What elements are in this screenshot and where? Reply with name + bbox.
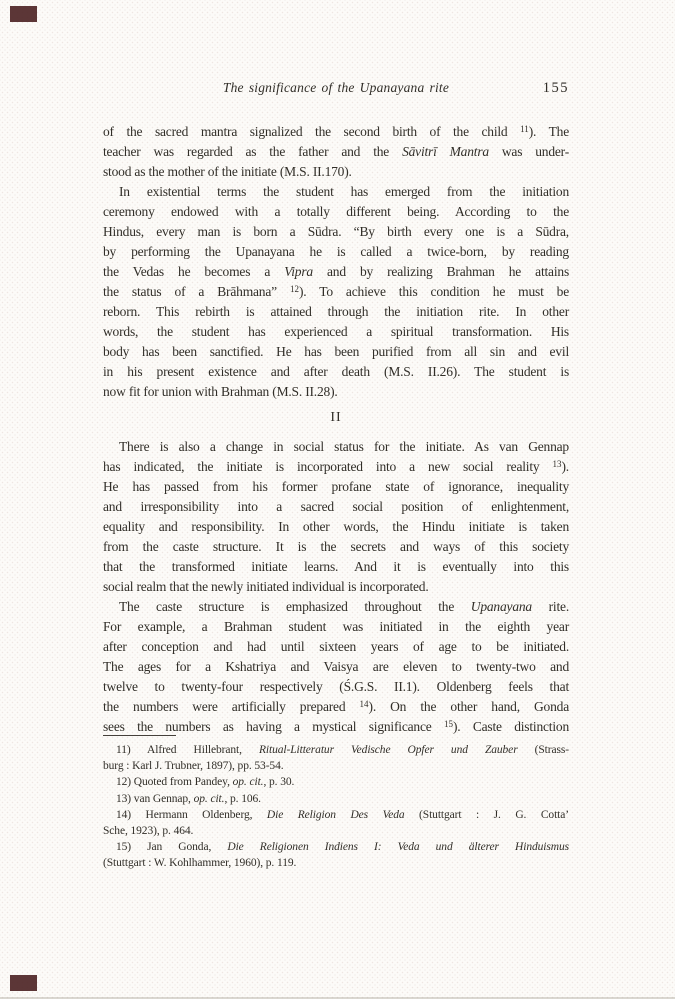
text-line [103,242,569,262]
text-line [103,774,569,790]
text-segment: after conception and had until sixteen years of age to be initiated. [103,639,569,654]
text-line [103,855,569,871]
text-segment: twelve to twenty-four respectively (Ś.G.S. II.1). Oldenberg feels that [103,679,569,694]
text-segment: 12) Quoted from Pandey, [116,776,233,789]
text-segment: 13) van Gennap, [116,792,194,805]
text-segment: ). On the other hand, Gonda [368,699,570,714]
text-line [103,122,569,142]
text-segment: rite. [531,599,569,614]
footnote-ref: 14 [359,698,369,709]
text-segment: (Stuttgart : J. G. Cotta’ [404,808,569,821]
text-line [103,557,569,577]
footnote-ref: 12 [289,283,299,294]
text-line [103,807,569,823]
scan-corner-mark-bottom [10,975,37,991]
text-line [103,839,569,855]
text-segment: the numbers were artificially prepared [103,699,360,714]
text-line [103,362,569,382]
text-segment: the Vedas he becomes a [103,264,285,279]
footnote [103,839,569,871]
text-segment: words, the student has experienced a spiritual transformation. His [103,324,569,339]
text-segment: For example, a Brahman student was initiated in the eighth year [103,619,569,634]
text-segment: equality and responsibility. In other words, the Hindu initiate is taken [103,519,569,534]
text-line [103,791,569,807]
text-segment: ceremony endowed with a totally different being. According to the [103,204,569,219]
text-line [103,302,569,322]
text-segment: burg : Karl J. Trubner, 1897), pp. 53-54. [103,760,284,773]
text-line [103,758,569,774]
section-heading: II [330,410,342,425]
text-line [103,597,569,617]
text-line [103,182,569,202]
text-line [103,577,569,597]
text-line [103,537,569,557]
text-segment: Sche, 1923), p. 464. [103,824,194,837]
text-segment: and by realizing Brahman he attains [312,264,570,279]
footnote-ref: 11 [520,123,529,134]
text-line [103,282,569,302]
footnote [103,742,569,774]
text-segment: 15) Jan Gonda, [116,841,228,854]
text-segment: stood as the mother of the initiate (M.S. II.170). [103,164,352,179]
italic-text: Sāvitrī Mantra [402,144,489,159]
text-segment: He has passed from his former profane state of ignorance, inequality [103,479,569,494]
text-segment: 14) Hermann Oldenberg, [116,808,267,821]
text-segment: , p. 30. [263,776,295,789]
text-line [103,697,569,717]
text-line [103,617,569,637]
text-line [103,342,569,362]
text-segment: The ages for a Kshatriya and Vaisya are eleven to twenty-two and [103,659,569,674]
text-segment: There is also a change in social status for the initiate. As van Gennap [119,439,569,454]
text-segment: reborn. This rebirth is attained through the initiation rite. In other [103,304,569,319]
text-segment: The caste structure is emphasized throughout the [119,599,471,614]
text-line [103,222,569,242]
text-segment: Hindus, every man is born a Sūdra. “By birth every one is a Sūdra, [103,224,569,239]
text-segment: teacher was regarded as the father and the [103,144,403,159]
text-segment: in his present existence and after death (M.S. II.26). The student is [103,364,569,379]
text-line [103,637,569,657]
paragraph [103,597,569,737]
italic-text: Die Religion Des Veda [266,808,405,821]
italic-text: op. cit. [193,792,225,805]
text-segment: body has been sanctified. He has been purified from all sin and evil [103,344,569,359]
paragraph [103,182,569,402]
text-line [103,742,569,758]
text-line [103,162,569,182]
text-line [103,823,569,839]
italic-text: Upanayana [470,599,532,614]
text-segment: the status of a Brāhmana” [103,284,290,299]
text-segment: sees the numbers as having a mystical significance [103,719,444,734]
text-line [103,382,569,402]
footnote [103,774,569,790]
footnotes [103,742,569,872]
text-line [103,657,569,677]
text-segment: now fit for union with Brahman (M.S. II.28). [103,384,338,399]
page-header [103,79,569,99]
text-line [103,497,569,517]
page-number: 155 [542,80,569,96]
text-line [103,437,569,457]
text-line [103,677,569,697]
paragraph [103,437,569,597]
paragraph [103,122,569,182]
text-segment: of the sacred mantra signalized the second birth of the child [103,124,521,139]
text-line [103,717,569,737]
running-head: The significance of the Upanayana rite [222,80,450,95]
text-line [103,517,569,537]
text-segment: In existential terms the student has emerged from the initiation [119,184,569,199]
footnote [103,791,569,807]
italic-text: Ritual-Litteratur Vedische Opfer und Zauber [258,744,518,756]
text-segment: ). The [528,124,569,139]
text-segment: , p. 106. [224,792,261,805]
footnote-ref: 15 [443,718,453,729]
text-line [103,202,569,222]
footnote-ref: 13 [552,458,562,469]
italic-text: Vipra [284,264,313,279]
text-segment: social realm that the newly initiated individual is incorporated. [103,579,429,594]
text-segment: that the transformed initiate learns. And it is eventually into this [103,559,569,574]
text-line [103,457,569,477]
text-segment: (Strass- [517,744,569,756]
scan-corner-mark-top [10,6,37,22]
text-segment: ). To achieve this condition he must be [298,284,570,299]
footnote [103,807,569,839]
italic-text: Die Religionen Indiens I: Veda und älterer Hinduismus [227,841,569,854]
body-text [103,122,569,737]
text-segment: ). Caste distinction [452,719,569,734]
text-line [103,142,569,162]
text-segment: and irresponsibility into a sacred social position of enlightenment, [103,499,569,514]
text-segment: (Stuttgart : W. Kohlhammer, 1960), p. 119. [103,857,297,870]
footnote-rule [103,735,176,736]
text-segment: has indicated, the initiate is incorporated into a new social reality [103,459,553,474]
text-line [103,477,569,497]
italic-text: op. cit. [232,776,264,789]
text-segment: 11) Alfred Hillebrant, [116,744,259,756]
text-segment: by performing the Upanayana he is called a twice-born, by reading [103,244,569,259]
text-segment: ). [561,459,569,474]
text-segment: was under- [488,144,569,159]
text-segment: from the caste structure. It is the secrets and ways of this society [103,539,569,554]
text-line [103,262,569,282]
text-line [103,322,569,342]
